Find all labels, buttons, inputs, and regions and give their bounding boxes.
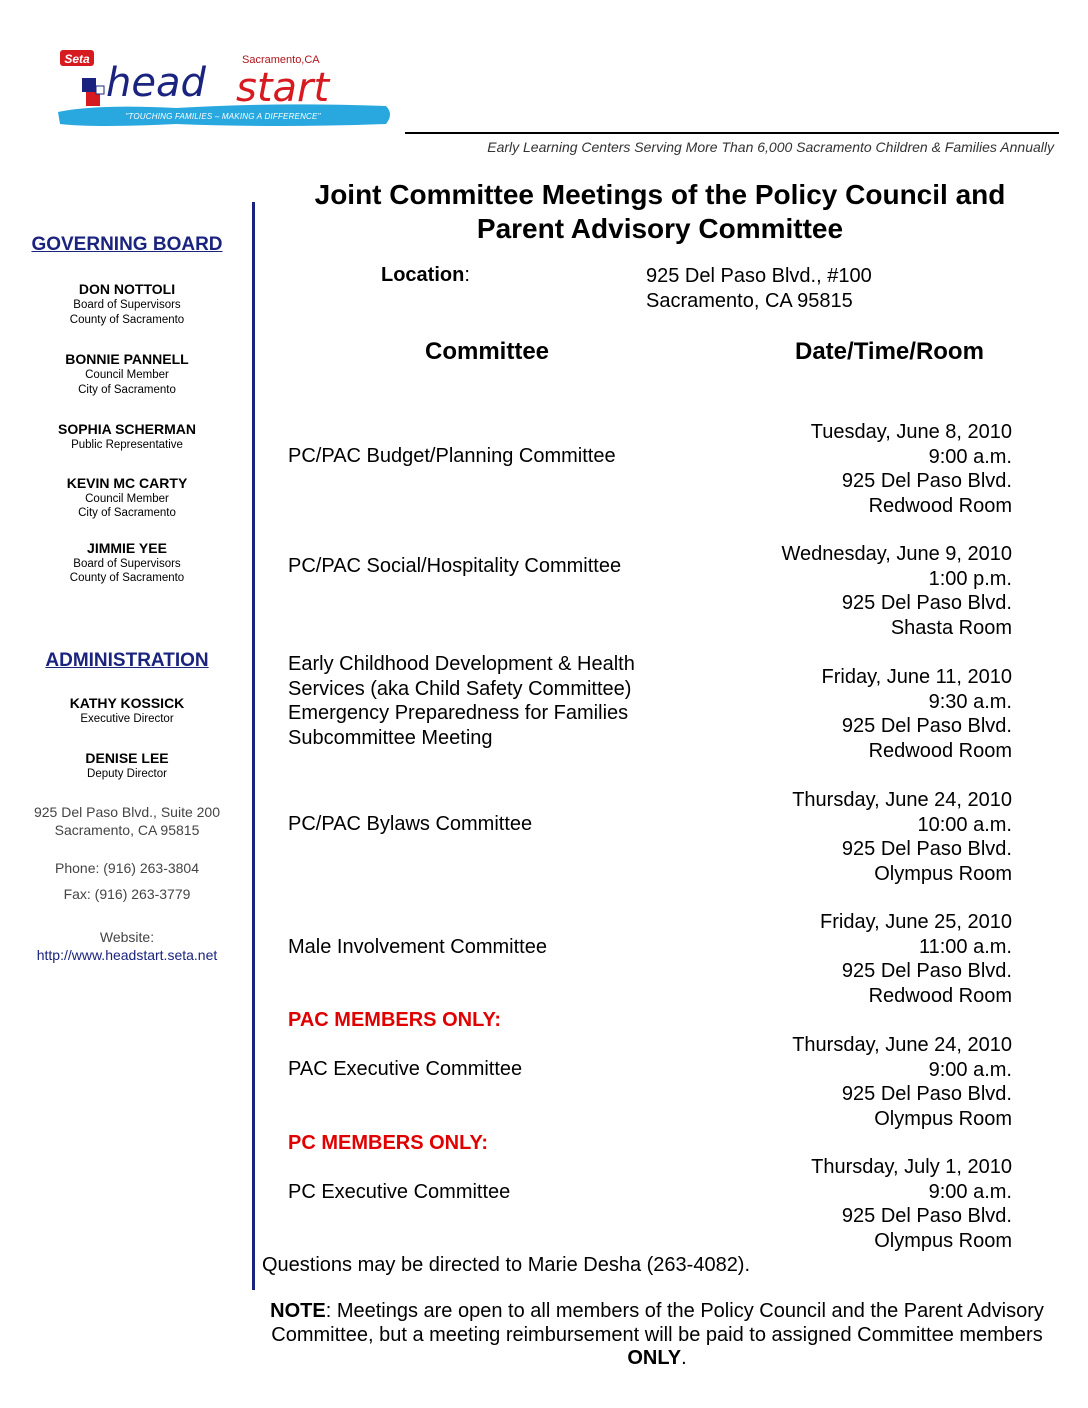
header-divider — [405, 132, 1059, 134]
office-address-line1: 925 Del Paso Blvd., Suite 200 — [33, 803, 220, 820]
board-member — [0, 421, 254, 453]
location-label-text: Location — [381, 264, 465, 286]
meeting-time: 9:30 a.m. — [928, 690, 1012, 713]
logo-tagline: "TOUCHING FAMILIES – MAKING A DIFFERENCE" — [125, 112, 321, 121]
member-role: Deputy Director — [87, 768, 167, 780]
title-line1: Joint Committee Meetings of the Policy Council and — [314, 179, 1006, 210]
location-label — [381, 264, 470, 287]
member-name: KATHY KOSSICK — [69, 694, 185, 711]
meeting-address: 925 Del Paso Blvd. — [841, 715, 1012, 738]
member-role: County of Sacramento — [69, 572, 185, 584]
member-name: BONNIE PANNELL — [65, 351, 189, 367]
committee-name: PC/PAC Bylaws Committee — [288, 813, 533, 835]
committee-name: PAC Executive Committee — [288, 1058, 523, 1080]
meeting-address: 925 Del Paso Blvd. — [841, 592, 1012, 615]
meeting-committee — [288, 652, 708, 750]
member-role: County of Sacramento — [69, 313, 185, 326]
note-only: ONLY — [627, 1347, 682, 1369]
location-line2: Sacramento, CA 95815 — [646, 290, 853, 312]
location-colon: : — [464, 264, 470, 286]
pac-members-only-heading: PAC MEMBERS ONLY: — [288, 1009, 501, 1031]
meeting-time: 9:00 a.m. — [928, 445, 1012, 468]
meeting-address: 925 Del Paso Blvd. — [841, 1205, 1012, 1228]
board-member — [0, 281, 254, 327]
meeting-committee — [288, 554, 708, 579]
meeting-address: 925 Del Paso Blvd. — [841, 1083, 1012, 1106]
note-end: . — [681, 1347, 687, 1369]
member-role: Council Member — [85, 492, 169, 505]
note-text: : Meetings are open to all members of the Policy Council and the Parent Advisory Committee, but a meeting reimbursement will be paid to assigned Committee members — [271, 1300, 1044, 1346]
location-line1: 925 Del Paso Blvd., #100 — [646, 265, 872, 287]
questions-contact: Questions may be directed to Marie Desha (263-4082). — [262, 1254, 751, 1276]
meeting-committee — [288, 1180, 708, 1205]
member-role: Executive Director — [80, 712, 174, 725]
meeting-date: Friday, June 25, 2010 — [820, 911, 1012, 933]
meeting-datetime — [692, 542, 1012, 640]
meeting-date: Friday, June 11, 2010 — [821, 666, 1012, 688]
reimbursement-note — [262, 1300, 1052, 1371]
website-link[interactable]: http://www.headstart.seta.net — [36, 946, 218, 963]
committee-name: Services (aka Child Safety Committee) — [288, 677, 632, 700]
member-name: JIMMIE YEE — [87, 539, 167, 556]
committee-name: PC/PAC Social/Hospitality Committee — [288, 555, 622, 577]
page-title — [280, 178, 1040, 246]
meeting-committee — [288, 444, 708, 469]
meeting-time: 9:00 a.m. — [928, 1058, 1012, 1081]
administration-heading: ADMINISTRATION — [45, 649, 209, 671]
meeting-committee — [288, 1057, 708, 1082]
committee-name: PC Executive Committee — [288, 1181, 511, 1203]
meeting-address: 925 Del Paso Blvd. — [841, 838, 1012, 861]
admin-member — [0, 750, 254, 782]
meeting-room: Olympus Room — [874, 862, 1012, 885]
member-role: Council Member — [85, 369, 169, 381]
meeting-room: Redwood Room — [868, 984, 1012, 1007]
meeting-time: 11:00 a.m. — [918, 935, 1012, 958]
meeting-room: Redwood Room — [868, 494, 1012, 517]
committee-name: PC/PAC Budget/Planning Committee — [288, 445, 616, 467]
meeting-time: 9:00 a.m. — [928, 1180, 1012, 1203]
member-name: DENISE LEE — [85, 750, 169, 766]
member-name: SOPHIA SCHERMAN — [58, 421, 196, 437]
title-line2: Parent Advisory Committee — [476, 213, 844, 244]
member-role: Board of Supervisors — [73, 299, 181, 311]
headstart-logo — [56, 44, 396, 134]
meeting-date: Thursday, July 1, 2010 — [811, 1156, 1012, 1178]
member-role: Public Representative — [71, 439, 183, 451]
meeting-room: Redwood Room — [868, 739, 1012, 762]
sidebar — [0, 230, 254, 964]
note-label: NOTE — [270, 1300, 326, 1322]
meeting-address: 925 Del Paso Blvd. — [841, 470, 1012, 493]
meeting-datetime — [692, 1155, 1012, 1253]
pc-members-only-heading: PC MEMBERS ONLY: — [288, 1132, 489, 1154]
meeting-datetime — [692, 1033, 1012, 1131]
svg-text:start: start — [236, 65, 330, 111]
member-role: Board of Supervisors — [73, 557, 181, 570]
meeting-date: Thursday, June 24, 2010 — [792, 789, 1012, 811]
meeting-datetime — [692, 420, 1012, 518]
svg-text:head: head — [106, 60, 206, 106]
member-role: City of Sacramento — [78, 383, 176, 396]
meeting-room: Shasta Room — [890, 616, 1012, 639]
datetime-column-header: Date/Time/Room — [795, 338, 984, 365]
meeting-date: Thursday, June 24, 2010 — [792, 1034, 1012, 1056]
board-member — [0, 540, 254, 586]
meeting-datetime — [692, 788, 1012, 886]
meeting-committee — [288, 812, 708, 837]
website-label: Website: — [99, 928, 155, 945]
member-name: DON NOTTOLI — [78, 281, 176, 297]
meeting-datetime — [692, 910, 1012, 1008]
board-member — [0, 475, 254, 521]
meeting-date: Wednesday, June 9, 2010 — [781, 543, 1012, 565]
member-role: City of Sacramento — [78, 507, 176, 519]
office-address-line2: Sacramento, CA 95815 — [54, 821, 200, 838]
header-tagline: Early Learning Centers Serving More Than 6,000 Sacramento Children & Families Annually — [487, 139, 1054, 155]
committee-name: Male Involvement Committee — [288, 936, 547, 958]
meeting-time: 1:00 p.m. — [928, 567, 1012, 590]
committee-name: Subcommittee Meeting — [288, 726, 493, 749]
committee-name: Emergency Preparedness for Families — [288, 702, 629, 725]
fax-number: Fax: (916) 263-3779 — [63, 885, 191, 902]
meeting-room: Olympus Room — [874, 1107, 1012, 1130]
phone-number: Phone: (916) 263-3804 — [55, 859, 199, 876]
logo-city: Sacramento,CA — [242, 54, 320, 66]
svg-text:Seta: Seta — [64, 52, 90, 66]
committee-name: Early Childhood Development & Health — [288, 653, 635, 675]
governing-board-heading: GOVERNING BOARD — [31, 234, 223, 255]
meeting-committee — [288, 935, 708, 960]
committee-column-header: Committee — [425, 338, 550, 365]
meeting-datetime — [692, 665, 1012, 763]
meeting-date: Tuesday, June 8, 2010 — [810, 421, 1012, 443]
admin-member — [0, 695, 254, 727]
board-member — [0, 351, 254, 397]
member-name: KEVIN MC CARTY — [66, 474, 188, 491]
location-value — [646, 264, 872, 314]
meeting-time: 10:00 a.m. — [917, 813, 1012, 836]
meeting-address: 925 Del Paso Blvd. — [841, 960, 1012, 983]
meeting-room: Olympus Room — [874, 1229, 1012, 1252]
